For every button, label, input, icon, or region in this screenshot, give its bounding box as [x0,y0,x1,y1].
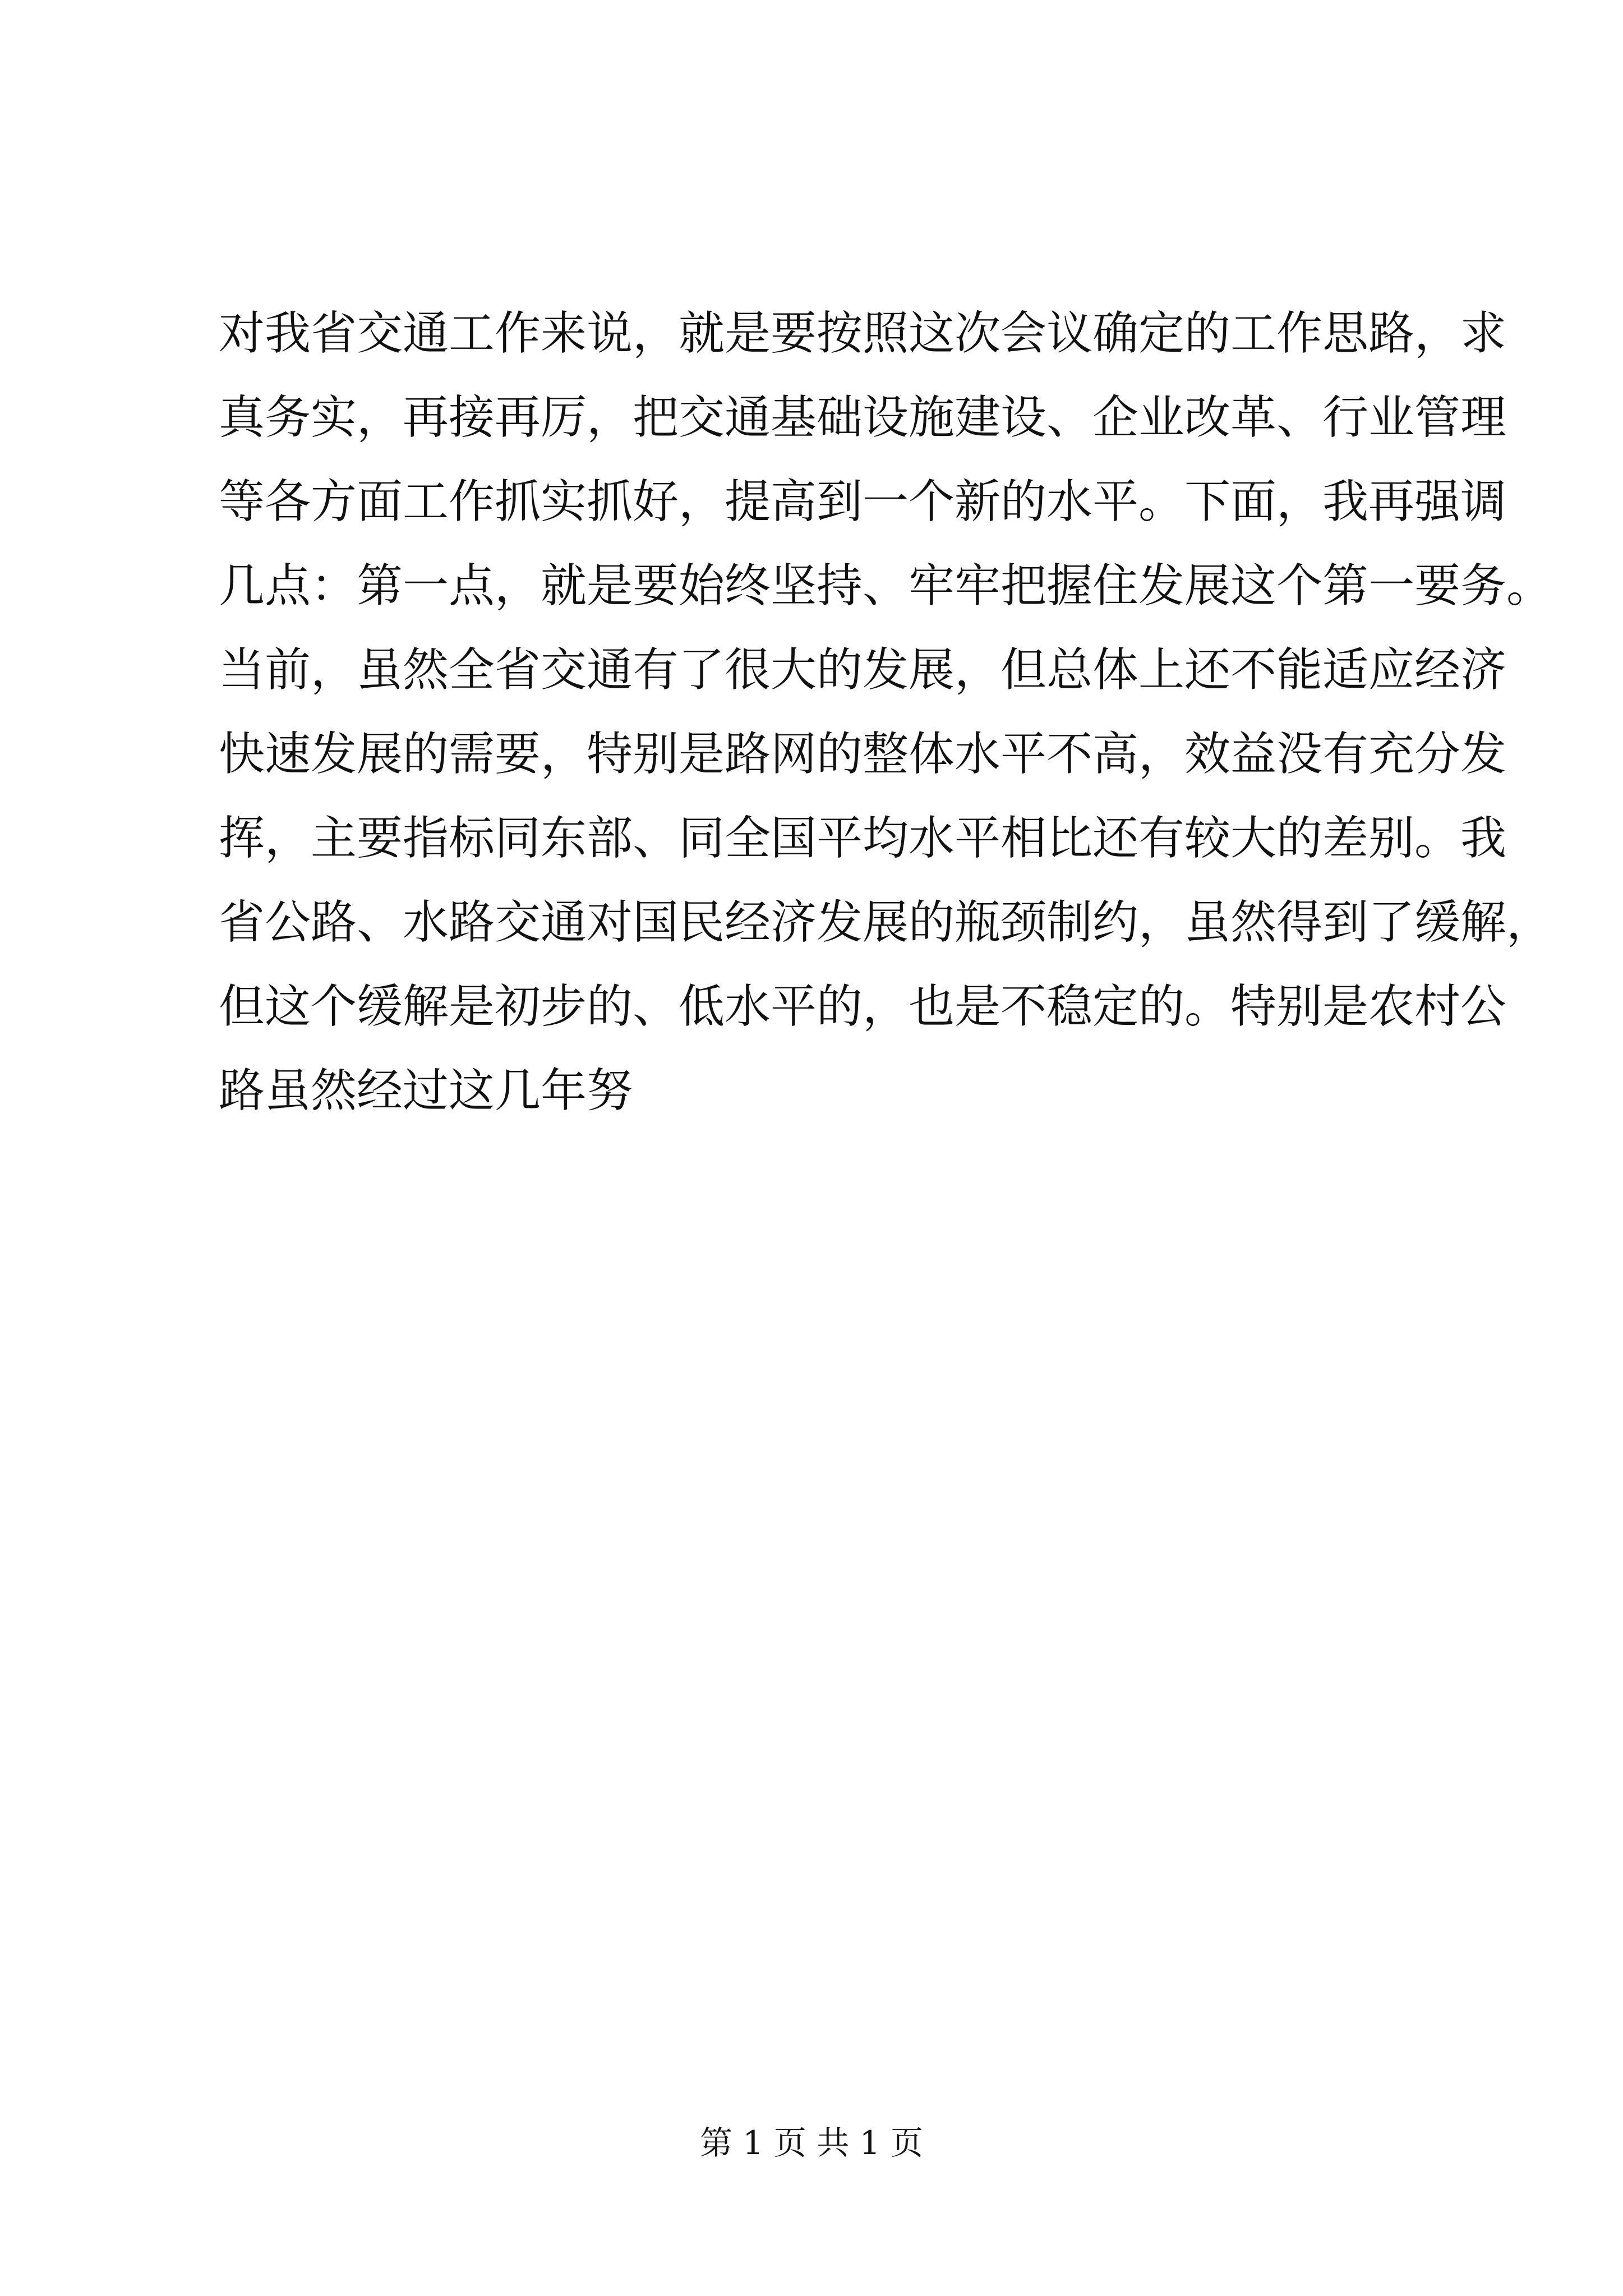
paragraph-line-4: 几点：第一点，就是要始终坚持、牢牢把握住发展这个第一要务。 [219,559,1553,613]
paragraph-line-10: 路虽然经过这几年努 [219,1064,633,1117]
page-number-footer: 第 1 页 共 1 页 [700,2124,923,2162]
paragraph-line-3: 等各方面工作抓实抓好，提高到一个新的水平。下面，我再强调 [219,475,1507,528]
paragraph-line-9: 但这个缓解是初步的、低水平的，也是不稳定的。特别是农村公 [219,980,1507,1033]
paragraph-line-8: 省公路、水路交通对国民经济发展的瓶颈制约，虽然得到了缓解， [219,896,1553,949]
paragraph-line-2: 真务实，再接再厉，把交通基础设施建设、企业改革、行业管理 [219,391,1507,444]
paragraph-line-5: 当前，虽然全省交通有了很大的发展，但总体上还不能适应经济 [219,643,1507,697]
paragraph-line-1: 对我省交通工作来说，就是要按照这次会议确定的工作思路，求 [219,307,1507,360]
body-paragraph [219,292,1553,1133]
paragraph-line-7: 挥，主要指标同东部、同全国平均水平相比还有较大的差别。我 [219,812,1507,865]
paragraph-line-6: 快速发展的需要，特别是路网的整体水平不高，效益没有充分发 [219,728,1507,781]
